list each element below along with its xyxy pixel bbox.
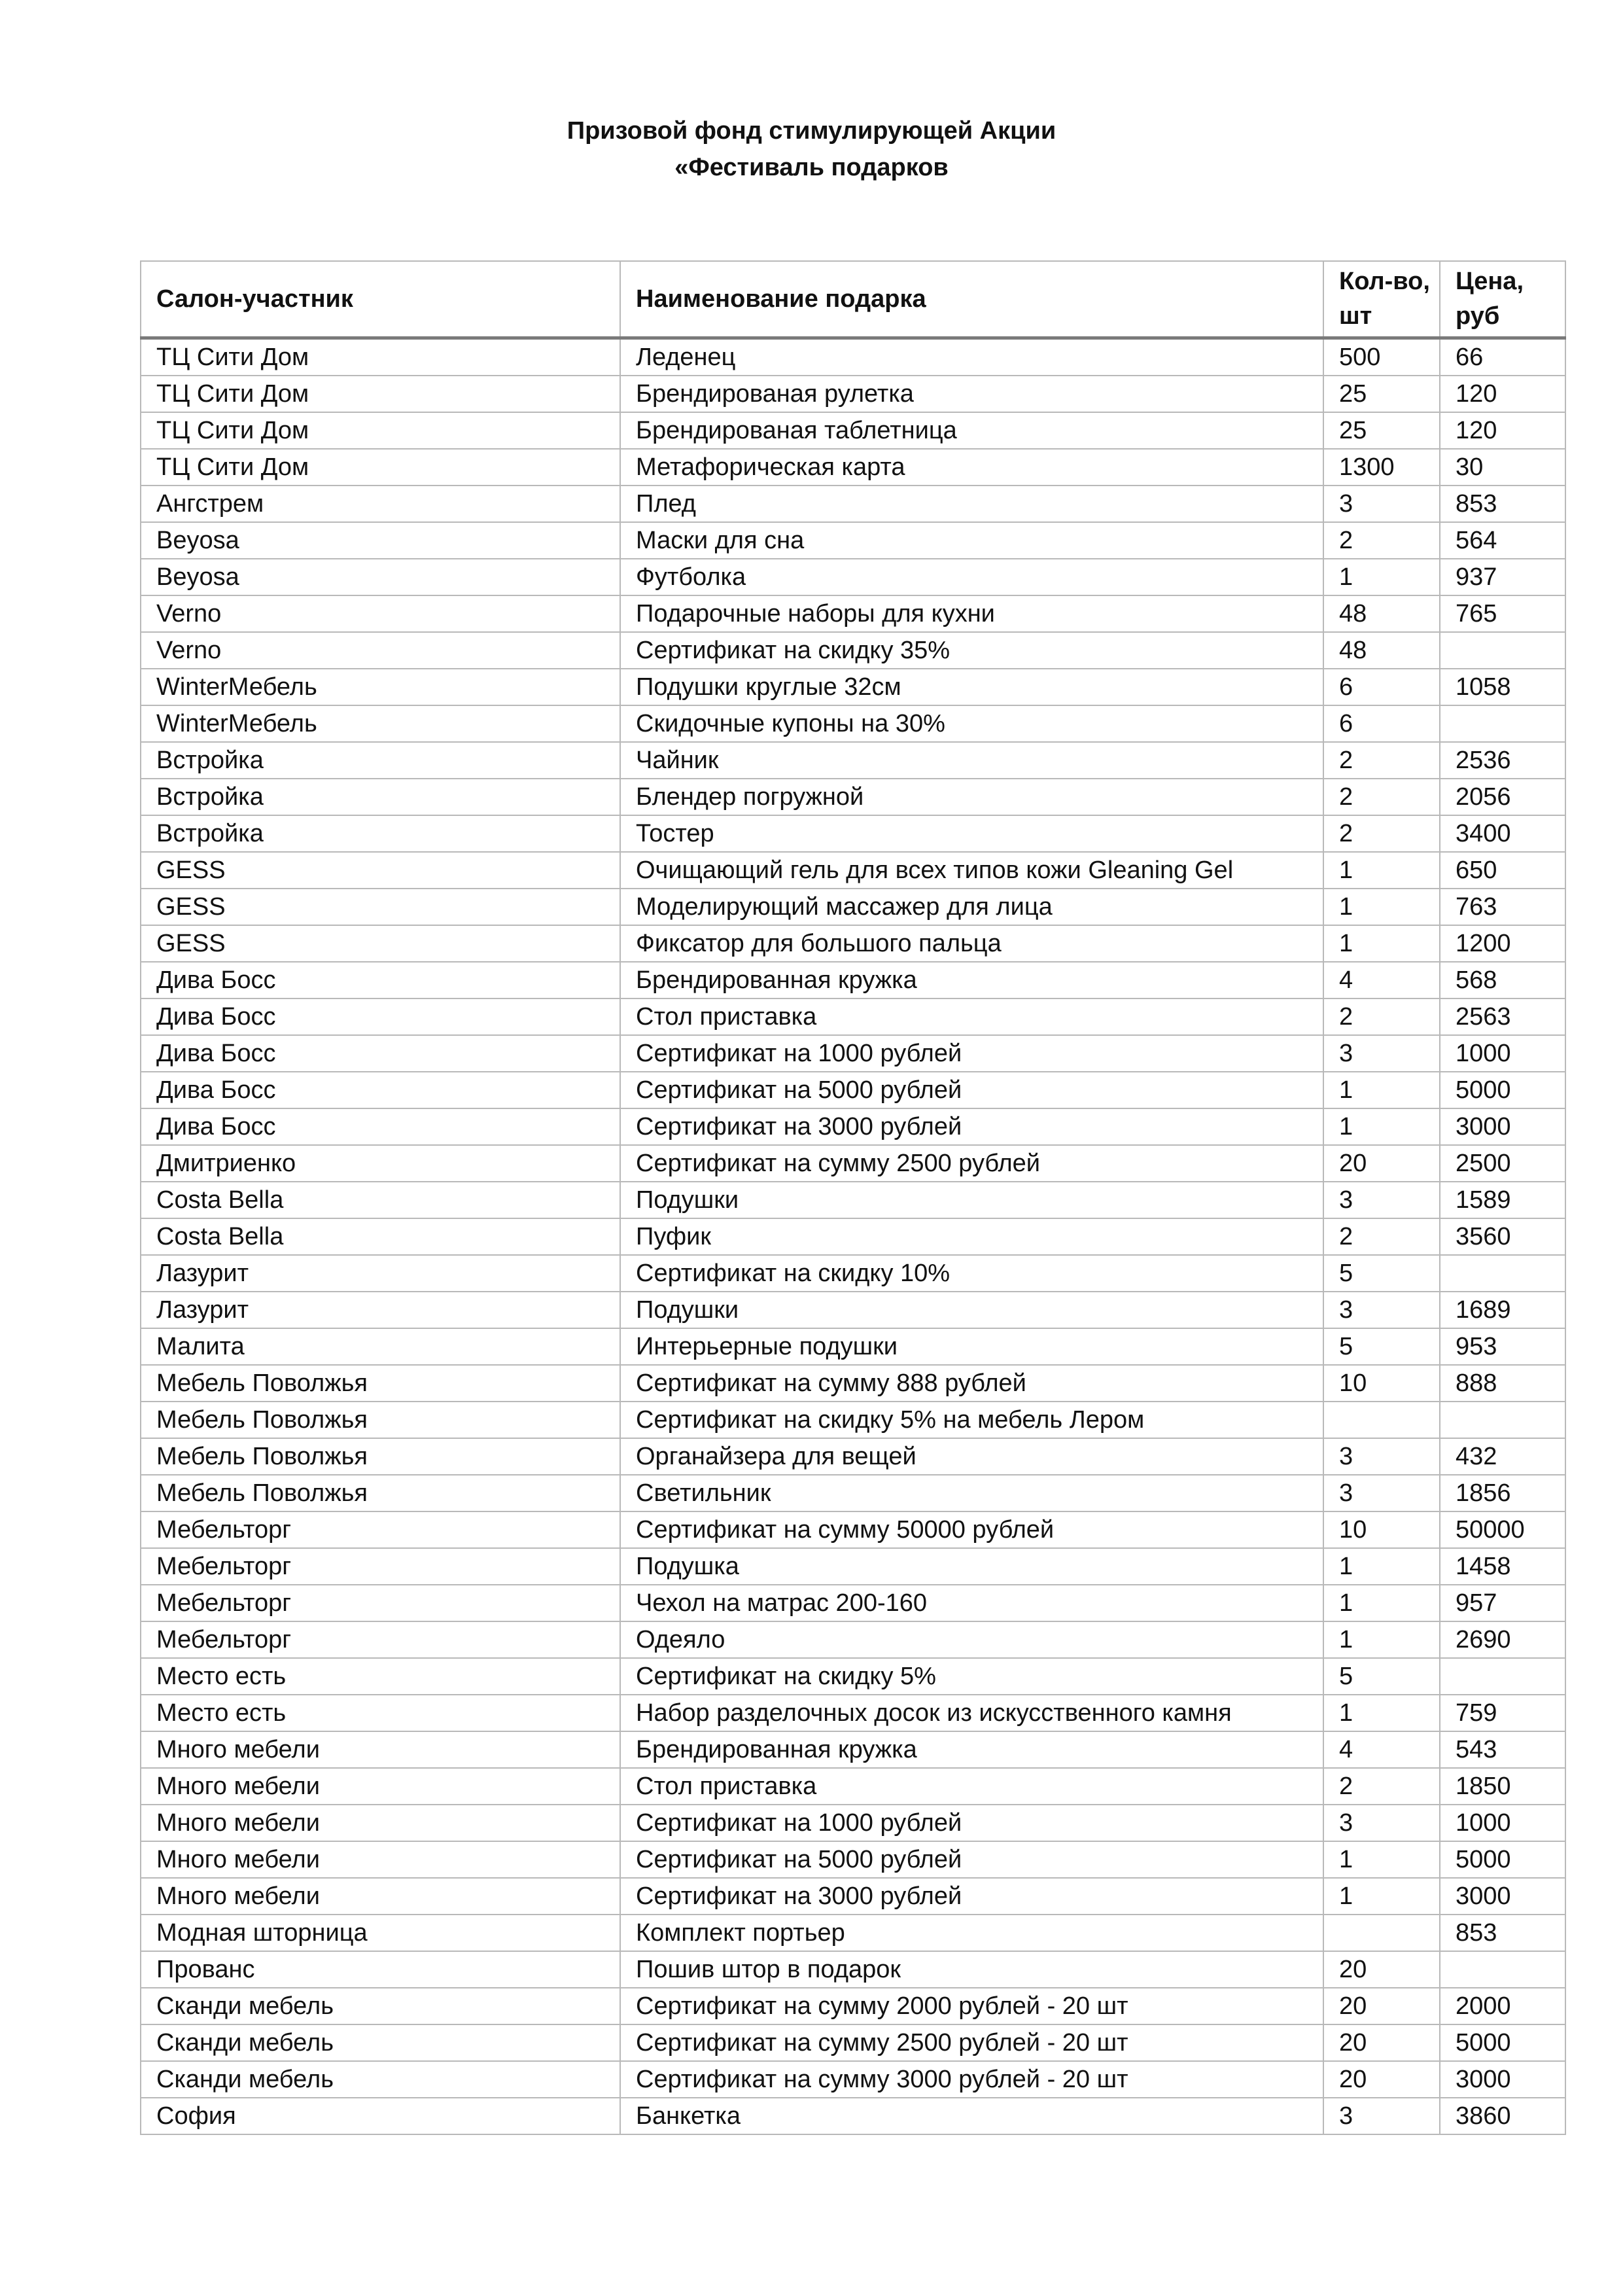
cell-salon: Сканди мебель xyxy=(141,1988,620,2024)
table-row xyxy=(141,2098,1565,2134)
cell-qty: 1 xyxy=(1323,1072,1440,1108)
cell-price xyxy=(1440,705,1565,742)
header-qty: Кол-во, шт xyxy=(1323,261,1440,338)
cell-gift: Сертификат на 1000 рублей xyxy=(620,1805,1323,1841)
cell-salon: Мебельторг xyxy=(141,1511,620,1548)
cell-qty: 500 xyxy=(1323,338,1440,376)
cell-gift: Футболка xyxy=(620,559,1323,595)
table-row xyxy=(141,705,1565,742)
cell-gift: Сертификат на 5000 рублей xyxy=(620,1072,1323,1108)
table-row xyxy=(141,1328,1565,1365)
cell-price xyxy=(1440,1951,1565,1988)
table-row xyxy=(141,2024,1565,2061)
cell-salon: Мебельторг xyxy=(141,1585,620,1621)
cell-gift: Сертификат на сумму 3000 рублей - 20 шт xyxy=(620,2061,1323,2098)
cell-price: 5000 xyxy=(1440,1841,1565,1878)
table-row xyxy=(141,1072,1565,1108)
cell-gift: Стол приставка xyxy=(620,1768,1323,1805)
cell-qty xyxy=(1323,1915,1440,1951)
table-header-row xyxy=(141,261,1565,338)
cell-qty: 20 xyxy=(1323,1145,1440,1182)
cell-qty: 3 xyxy=(1323,1292,1440,1328)
cell-salon: Много мебели xyxy=(141,1841,620,1878)
cell-price: 5000 xyxy=(1440,1072,1565,1108)
cell-qty: 1 xyxy=(1323,1878,1440,1915)
cell-qty: 3 xyxy=(1323,2098,1440,2134)
cell-qty: 1 xyxy=(1323,1695,1440,1731)
cell-price: 2690 xyxy=(1440,1621,1565,1658)
cell-qty: 4 xyxy=(1323,962,1440,998)
cell-salon: Дмитриенко xyxy=(141,1145,620,1182)
cell-gift: Светильник xyxy=(620,1475,1323,1511)
table-row xyxy=(141,1621,1565,1658)
cell-price: 3400 xyxy=(1440,815,1565,852)
cell-gift: Брендированная кружка xyxy=(620,962,1323,998)
cell-qty: 1 xyxy=(1323,852,1440,889)
table-row xyxy=(141,1218,1565,1255)
table-row xyxy=(141,852,1565,889)
title-line-1: Призовой фонд стимулирующей Акции xyxy=(567,117,1056,145)
cell-gift: Интерьерные подушки xyxy=(620,1328,1323,1365)
cell-salon: Дива Босс xyxy=(141,998,620,1035)
cell-salon: Verno xyxy=(141,632,620,669)
cell-price: 30 xyxy=(1440,449,1565,486)
cell-gift: Брендированная кружка xyxy=(620,1731,1323,1768)
cell-price: 3000 xyxy=(1440,2061,1565,2098)
cell-gift: Моделирующий массажер для лица xyxy=(620,889,1323,925)
cell-salon: Costa Bella xyxy=(141,1218,620,1255)
cell-salon: Встройка xyxy=(141,779,620,815)
table-row xyxy=(141,1402,1565,1438)
cell-price: 765 xyxy=(1440,595,1565,632)
cell-qty: 3 xyxy=(1323,1035,1440,1072)
header-salon: Салон-участник xyxy=(141,261,620,338)
table-row xyxy=(141,449,1565,486)
cell-salon: Beyosa xyxy=(141,522,620,559)
cell-price: 2000 xyxy=(1440,1988,1565,2024)
cell-gift: Плед xyxy=(620,486,1323,522)
cell-qty: 48 xyxy=(1323,595,1440,632)
cell-gift: Пошив штор в подарок xyxy=(620,1951,1323,1988)
cell-price: 1856 xyxy=(1440,1475,1565,1511)
cell-price: 3560 xyxy=(1440,1218,1565,1255)
cell-price: 1000 xyxy=(1440,1035,1565,1072)
cell-price: 650 xyxy=(1440,852,1565,889)
cell-price: 937 xyxy=(1440,559,1565,595)
cell-gift: Подушки xyxy=(620,1182,1323,1218)
cell-qty: 20 xyxy=(1323,1988,1440,2024)
cell-qty: 1 xyxy=(1323,1841,1440,1878)
cell-qty: 1 xyxy=(1323,925,1440,962)
cell-price: 3000 xyxy=(1440,1878,1565,1915)
cell-gift: Брендированая таблетница xyxy=(620,412,1323,449)
cell-qty: 48 xyxy=(1323,632,1440,669)
cell-gift: Одеяло xyxy=(620,1621,1323,1658)
cell-price: 1200 xyxy=(1440,925,1565,962)
cell-price: 853 xyxy=(1440,1915,1565,1951)
cell-salon: ТЦ Сити Дом xyxy=(141,338,620,376)
cell-salon: GESS xyxy=(141,925,620,962)
table-body xyxy=(141,338,1565,2135)
table-row xyxy=(141,1951,1565,1988)
table-row xyxy=(141,522,1565,559)
cell-price: 888 xyxy=(1440,1365,1565,1402)
cell-gift: Сертификат на 1000 рублей xyxy=(620,1035,1323,1072)
table-row xyxy=(141,1255,1565,1292)
cell-gift: Леденец xyxy=(620,338,1323,376)
cell-qty: 20 xyxy=(1323,2061,1440,2098)
cell-salon: Встройка xyxy=(141,742,620,779)
table-row xyxy=(141,1548,1565,1585)
cell-price xyxy=(1440,1658,1565,1695)
cell-price: 66 xyxy=(1440,338,1565,376)
cell-salon: Мебель Поволжья xyxy=(141,1365,620,1402)
cell-salon: Сканди мебель xyxy=(141,2024,620,2061)
cell-qty: 5 xyxy=(1323,1658,1440,1695)
cell-price: 543 xyxy=(1440,1731,1565,1768)
cell-gift: Подарочные наборы для кухни xyxy=(620,595,1323,632)
cell-price: 853 xyxy=(1440,486,1565,522)
table-row xyxy=(141,1768,1565,1805)
cell-gift: Сертификат на сумму 50000 рублей xyxy=(620,1511,1323,1548)
cell-salon: Costa Bella xyxy=(141,1182,620,1218)
cell-salon: ТЦ Сити Дом xyxy=(141,449,620,486)
table-row xyxy=(141,1145,1565,1182)
title-line-2: «Фестиваль подарков xyxy=(674,154,949,181)
table-row xyxy=(141,595,1565,632)
table-row xyxy=(141,669,1565,705)
cell-salon: Мебельторг xyxy=(141,1621,620,1658)
table-row xyxy=(141,889,1565,925)
cell-gift: Сертификат на сумму 2000 рублей - 20 шт xyxy=(620,1988,1323,2024)
cell-salon: GESS xyxy=(141,852,620,889)
cell-gift: Очищающий гель для всех типов кожи Gleaning Gel xyxy=(620,852,1323,889)
cell-qty: 4 xyxy=(1323,1731,1440,1768)
cell-price: 1589 xyxy=(1440,1182,1565,1218)
cell-gift: Брендированая рулетка xyxy=(620,376,1323,412)
cell-gift: Пуфик xyxy=(620,1218,1323,1255)
header-price: Цена, руб xyxy=(1440,261,1565,338)
cell-salon: Прованс xyxy=(141,1951,620,1988)
cell-salon: Встройка xyxy=(141,815,620,852)
table-row xyxy=(141,1475,1565,1511)
cell-price xyxy=(1440,1402,1565,1438)
cell-gift: Сертификат на сумму 2500 рублей xyxy=(620,1145,1323,1182)
cell-salon: Мебель Поволжья xyxy=(141,1475,620,1511)
table-row xyxy=(141,1438,1565,1475)
table-row xyxy=(141,1731,1565,1768)
header-gift: Наименование подарка xyxy=(620,261,1323,338)
cell-price: 1458 xyxy=(1440,1548,1565,1585)
cell-price: 763 xyxy=(1440,889,1565,925)
cell-qty: 1300 xyxy=(1323,449,1440,486)
cell-qty: 20 xyxy=(1323,2024,1440,2061)
cell-qty: 10 xyxy=(1323,1511,1440,1548)
cell-qty: 1 xyxy=(1323,1621,1440,1658)
cell-salon: Много мебели xyxy=(141,1768,620,1805)
cell-qty: 5 xyxy=(1323,1255,1440,1292)
cell-salon: Лазурит xyxy=(141,1292,620,1328)
cell-gift: Сертификат на скидку 5% xyxy=(620,1658,1323,1695)
table-row xyxy=(141,1915,1565,1951)
table-row xyxy=(141,632,1565,669)
cell-gift: Сертификат на 5000 рублей xyxy=(620,1841,1323,1878)
cell-price: 759 xyxy=(1440,1695,1565,1731)
table-row xyxy=(141,412,1565,449)
table-row xyxy=(141,1695,1565,1731)
cell-price: 1850 xyxy=(1440,1768,1565,1805)
cell-salon: Мебель Поволжья xyxy=(141,1402,620,1438)
cell-qty: 1 xyxy=(1323,1108,1440,1145)
cell-gift: Сертификат на скидку 35% xyxy=(620,632,1323,669)
cell-price: 120 xyxy=(1440,412,1565,449)
cell-price xyxy=(1440,1255,1565,1292)
table-row xyxy=(141,962,1565,998)
table-row xyxy=(141,376,1565,412)
table-row xyxy=(141,1585,1565,1621)
cell-salon: Ангстрем xyxy=(141,486,620,522)
table-row xyxy=(141,1511,1565,1548)
cell-gift: Блендер погружной xyxy=(620,779,1323,815)
cell-salon: Сканди мебель xyxy=(141,2061,620,2098)
cell-gift: Сертификат на сумму 888 рублей xyxy=(620,1365,1323,1402)
table-row xyxy=(141,1292,1565,1328)
cell-gift: Сертификат на 3000 рублей xyxy=(620,1878,1323,1915)
table-row xyxy=(141,1805,1565,1841)
cell-salon: Место есть xyxy=(141,1695,620,1731)
cell-price: 1058 xyxy=(1440,669,1565,705)
cell-qty: 5 xyxy=(1323,1328,1440,1365)
cell-price: 5000 xyxy=(1440,2024,1565,2061)
cell-salon: Модная шторница xyxy=(141,1915,620,1951)
table-row xyxy=(141,1365,1565,1402)
table-row xyxy=(141,998,1565,1035)
cell-qty: 1 xyxy=(1323,889,1440,925)
cell-salon: Лазурит xyxy=(141,1255,620,1292)
cell-gift: Фиксатор для большого пальца xyxy=(620,925,1323,962)
cell-price: 50000 xyxy=(1440,1511,1565,1548)
cell-qty: 2 xyxy=(1323,742,1440,779)
cell-gift: Органайзера для вещей xyxy=(620,1438,1323,1475)
cell-qty: 2 xyxy=(1323,1218,1440,1255)
cell-qty: 2 xyxy=(1323,815,1440,852)
cell-price: 2536 xyxy=(1440,742,1565,779)
cell-price: 2056 xyxy=(1440,779,1565,815)
table-row xyxy=(141,1658,1565,1695)
cell-price: 432 xyxy=(1440,1438,1565,1475)
document-title xyxy=(0,113,1623,186)
cell-gift: Банкетка xyxy=(620,2098,1323,2134)
table-row xyxy=(141,486,1565,522)
table-row xyxy=(141,1108,1565,1145)
cell-salon: WinterМебель xyxy=(141,669,620,705)
cell-qty: 25 xyxy=(1323,412,1440,449)
cell-salon: ТЦ Сити Дом xyxy=(141,376,620,412)
cell-salon: Beyosa xyxy=(141,559,620,595)
cell-qty: 2 xyxy=(1323,522,1440,559)
cell-qty: 1 xyxy=(1323,1585,1440,1621)
cell-price: 2563 xyxy=(1440,998,1565,1035)
cell-gift: Чайник xyxy=(620,742,1323,779)
cell-gift: Сертификат на скидку 5% на мебель Лером xyxy=(620,1402,1323,1438)
cell-price xyxy=(1440,632,1565,669)
cell-qty: 2 xyxy=(1323,998,1440,1035)
table-row xyxy=(141,779,1565,815)
cell-price: 3000 xyxy=(1440,1108,1565,1145)
cell-salon: GESS xyxy=(141,889,620,925)
cell-salon: WinterМебель xyxy=(141,705,620,742)
cell-gift: Скидочные купоны на 30% xyxy=(620,705,1323,742)
table-row xyxy=(141,1988,1565,2024)
table-row xyxy=(141,1841,1565,1878)
cell-gift: Подушки xyxy=(620,1292,1323,1328)
cell-salon: Много мебели xyxy=(141,1878,620,1915)
cell-salon: Мебельторг xyxy=(141,1548,620,1585)
cell-qty: 1 xyxy=(1323,1548,1440,1585)
table-row xyxy=(141,1878,1565,1915)
cell-salon: София xyxy=(141,2098,620,2134)
table-row xyxy=(141,338,1565,376)
cell-salon: ТЦ Сити Дом xyxy=(141,412,620,449)
cell-price: 1000 xyxy=(1440,1805,1565,1841)
cell-qty: 6 xyxy=(1323,705,1440,742)
table-row xyxy=(141,1035,1565,1072)
cell-gift: Комплект портьер xyxy=(620,1915,1323,1951)
cell-qty: 3 xyxy=(1323,1805,1440,1841)
cell-gift: Сертификат на сумму 2500 рублей - 20 шт xyxy=(620,2024,1323,2061)
cell-gift: Чехол на матрас 200-160 xyxy=(620,1585,1323,1621)
cell-salon: Малита xyxy=(141,1328,620,1365)
cell-qty: 3 xyxy=(1323,1475,1440,1511)
cell-gift: Сертификат на 3000 рублей xyxy=(620,1108,1323,1145)
cell-gift: Стол приставка xyxy=(620,998,1323,1035)
cell-gift: Сертификат на скидку 10% xyxy=(620,1255,1323,1292)
cell-qty: 3 xyxy=(1323,1182,1440,1218)
cell-price: 953 xyxy=(1440,1328,1565,1365)
table-row xyxy=(141,815,1565,852)
table-row xyxy=(141,925,1565,962)
cell-price: 120 xyxy=(1440,376,1565,412)
table-row xyxy=(141,1182,1565,1218)
cell-qty: 25 xyxy=(1323,376,1440,412)
cell-qty: 2 xyxy=(1323,779,1440,815)
cell-qty: 20 xyxy=(1323,1951,1440,1988)
cell-qty: 2 xyxy=(1323,1768,1440,1805)
cell-qty xyxy=(1323,1402,1440,1438)
cell-salon: Дива Босс xyxy=(141,962,620,998)
prize-table xyxy=(140,260,1566,2135)
table-row xyxy=(141,2061,1565,2098)
cell-gift: Подушки круглые 32см xyxy=(620,669,1323,705)
cell-price: 3860 xyxy=(1440,2098,1565,2134)
cell-salon: Место есть xyxy=(141,1658,620,1695)
cell-salon: Verno xyxy=(141,595,620,632)
cell-price: 2500 xyxy=(1440,1145,1565,1182)
cell-price: 568 xyxy=(1440,962,1565,998)
cell-price: 957 xyxy=(1440,1585,1565,1621)
cell-gift: Маски для сна xyxy=(620,522,1323,559)
cell-qty: 6 xyxy=(1323,669,1440,705)
cell-salon: Много мебели xyxy=(141,1805,620,1841)
cell-salon: Много мебели xyxy=(141,1731,620,1768)
table-row xyxy=(141,559,1565,595)
cell-gift: Набор разделочных досок из искусственного камня xyxy=(620,1695,1323,1731)
cell-qty: 3 xyxy=(1323,1438,1440,1475)
cell-gift: Тостер xyxy=(620,815,1323,852)
cell-salon: Дива Босс xyxy=(141,1072,620,1108)
cell-gift: Подушка xyxy=(620,1548,1323,1585)
cell-price: 564 xyxy=(1440,522,1565,559)
cell-qty: 10 xyxy=(1323,1365,1440,1402)
cell-salon: Мебель Поволжья xyxy=(141,1438,620,1475)
cell-salon: Дива Босс xyxy=(141,1035,620,1072)
cell-salon: Дива Босс xyxy=(141,1108,620,1145)
cell-gift: Метафорическая карта xyxy=(620,449,1323,486)
cell-qty: 3 xyxy=(1323,486,1440,522)
table-row xyxy=(141,742,1565,779)
cell-qty: 1 xyxy=(1323,559,1440,595)
cell-price: 1689 xyxy=(1440,1292,1565,1328)
